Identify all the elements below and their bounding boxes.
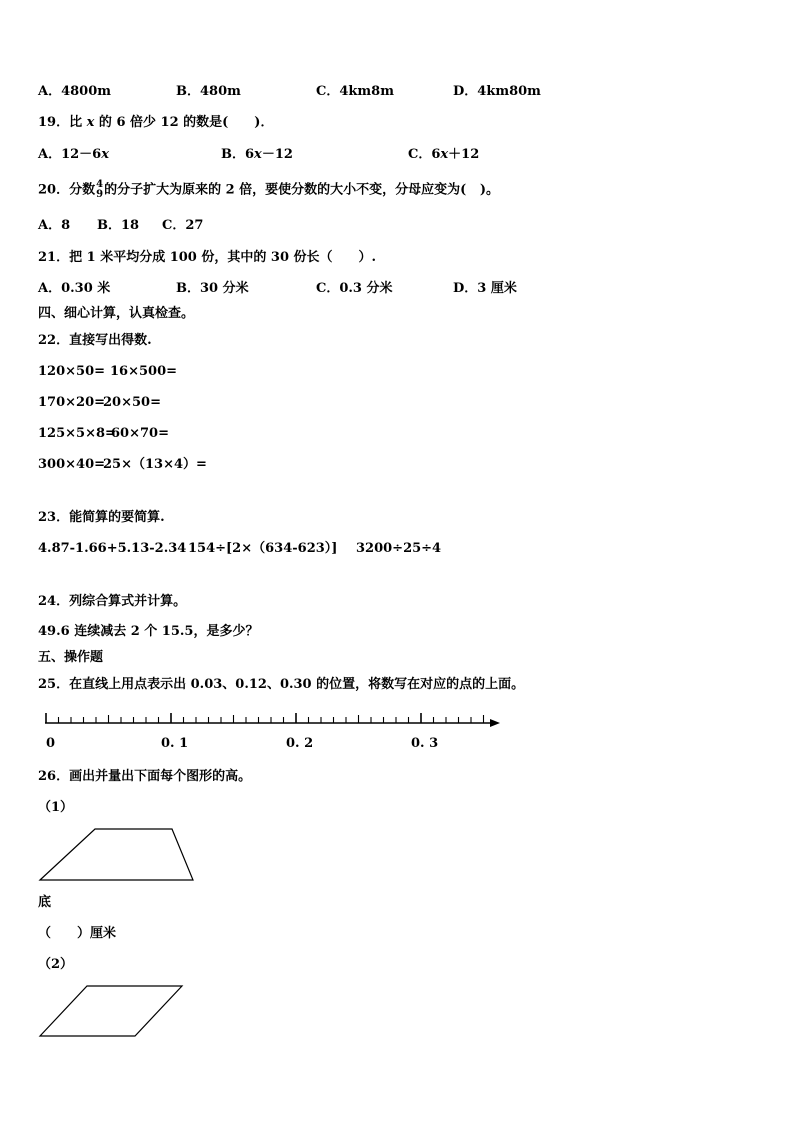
number-line-tick-label: 0. 1 bbox=[161, 736, 189, 751]
q23-title: 23．能简算的要简算. bbox=[38, 510, 165, 525]
q21-option-b: B．30 分米 bbox=[176, 281, 249, 296]
q22-item: 16×500= bbox=[110, 364, 178, 379]
q22-item: 25×（13×4）= bbox=[103, 457, 207, 472]
q21-question: 21．把 1 米平均分成 100 份，其中的 30 份长（ ）. bbox=[38, 250, 377, 265]
q20-option-c: C．27 bbox=[162, 218, 204, 233]
number-line-tick-label: 0. 3 bbox=[411, 736, 439, 751]
q26-part2-label: （2） bbox=[38, 957, 74, 972]
trapezoid-shape bbox=[40, 829, 193, 880]
q21-option-a: A．0.30 米 bbox=[38, 281, 111, 296]
q22-item: 120×50= bbox=[38, 364, 106, 379]
number-line-tick-label: 0. 2 bbox=[286, 736, 314, 751]
q19-option-a: A．12－6x bbox=[38, 147, 109, 162]
q22-item: 20×50= bbox=[103, 395, 161, 410]
number-line-tick-label: 0 bbox=[46, 736, 56, 751]
q19-question: 19．比 x 的 6 倍少 12 的数是( )． bbox=[38, 115, 274, 130]
q22-item: 60×70= bbox=[111, 426, 169, 441]
trapezoid-base-label: 底 bbox=[38, 895, 52, 910]
q24-title: 24．列综合算式并计算。 bbox=[38, 594, 187, 609]
q21-option-c: C．0.3 分米 bbox=[316, 281, 393, 296]
section5-title: 五、操作题 bbox=[38, 650, 104, 665]
section4-title: 四、细心计算，认真检查。 bbox=[38, 306, 195, 321]
q22-item: 125×5×8= bbox=[38, 426, 116, 441]
parallelogram-shape bbox=[40, 986, 182, 1036]
q24-text: 49.6 连续减去 2 个 15.5，是多少？ bbox=[38, 624, 259, 639]
q20-question: 20．分数 4 9 的分子扩大为原来的 2 倍，要使分数的大小不变，分母应变为( )。 bbox=[38, 179, 500, 200]
q19-option-c: C．6x＋12 bbox=[408, 147, 480, 162]
q22-title: 22．直接写出得数. bbox=[38, 333, 152, 348]
q26-part1-label: （1） bbox=[38, 800, 74, 815]
q19-option-b: B．6x－12 bbox=[221, 147, 293, 162]
answer-blank[interactable]: （ ）厘米 bbox=[38, 926, 117, 941]
q18-option-a: A．4800m bbox=[38, 84, 112, 99]
q18-option-b: B．480m bbox=[176, 84, 241, 99]
q23-item: 4.87-1.66+5.13-2.34 bbox=[38, 541, 187, 556]
q23-item: 154÷[2×（634-623）] bbox=[188, 541, 338, 556]
number-line-arrow-icon bbox=[490, 719, 500, 727]
q26-title: 26．画出并量出下面每个图形的高。 bbox=[38, 769, 252, 784]
q23-item: 3200÷25÷4 bbox=[356, 541, 442, 556]
q20-option-a: A．8 bbox=[38, 218, 71, 233]
q18-option-d: D．4km80m bbox=[453, 84, 541, 99]
fraction-4-9: 4 9 bbox=[96, 179, 104, 200]
q25-title: 25．在直线上用点表示出 0.03、0.12、0.30 的位置，将数写在对应的点的上面。 bbox=[38, 677, 525, 692]
q22-item: 170×20= bbox=[38, 395, 106, 410]
q22-item: 300×40= bbox=[38, 457, 106, 472]
q18-option-c: C．4km8m bbox=[316, 84, 394, 99]
q20-option-b: B．18 bbox=[97, 218, 140, 233]
q21-option-d: D．3 厘米 bbox=[453, 281, 517, 296]
